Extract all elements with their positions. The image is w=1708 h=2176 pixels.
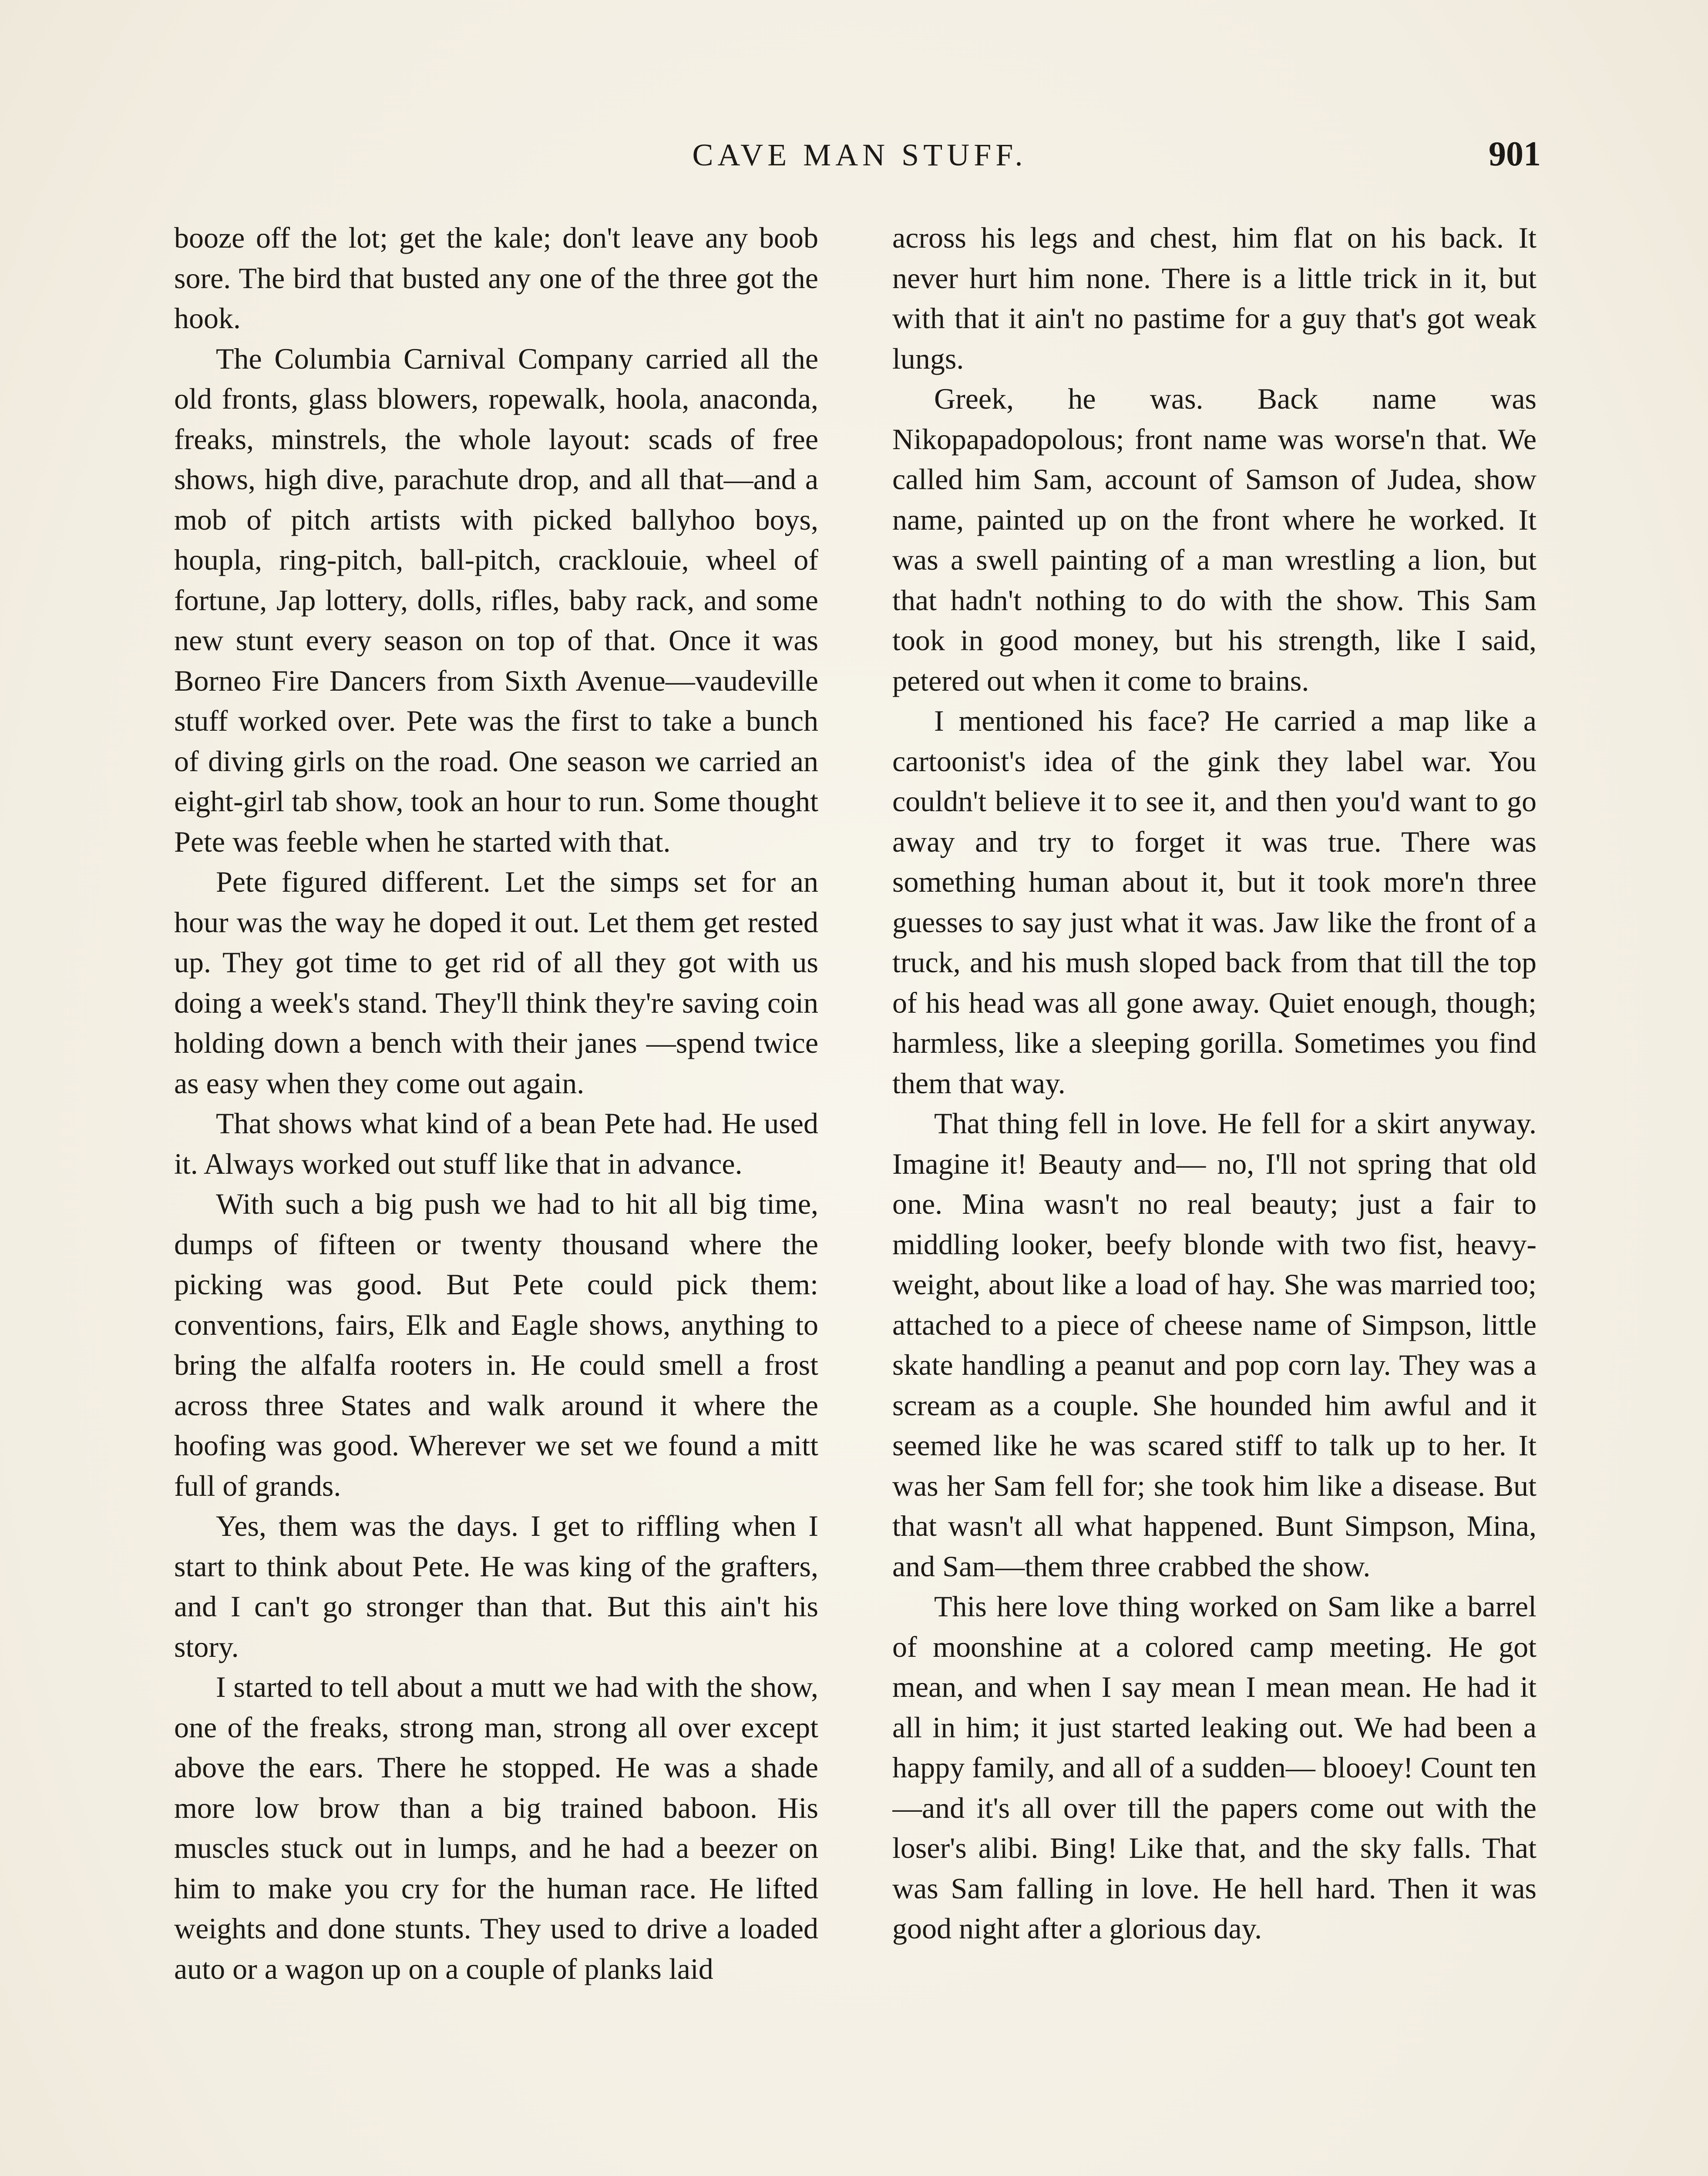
paragraph: The Columbia Carnival Company carried all the old fronts, glass blowers, ropewalk, hoola, anaconda, freaks, minstrels, the whole layout: scads of free shows, high dive, parachute drop, and all that—and a mob of pitch artists with picked ballyhoo boys, houpla, ring-pitch, ball-pitch, cracklouie, wheel of fortune, Jap lottery, dolls, rifles, baby rack, and some new stunt every season on top of that. Once it was Borneo Fire Dancers from Sixth Avenue—vaudeville stuff worked over. Pete was the first to take a bunch of diving girls on the road. One season we carried an eight-girl tab show, took an hour to run. Some thought Pete was feeble when he started with that. [174, 342, 818, 858]
right-column [892, 218, 1537, 2176]
paragraph: Greek, he was. Back name was Nikopapadopolous; front name was worse'n that. We called him Sam, account of Samson of Judea, show name, painted up on the front where he worked. It was a swell painting of a man wrestling a lion, but that hadn't nothing to do with the show. This Sam took in good money, but his strength, like I said, petered out when it come to brains. [892, 382, 1537, 697]
paragraph: That thing fell in love. He fell for a skirt anyway. Imagine it! Beauty and— no, I'll not spring that old one. Mina wasn't no real beauty; just a fair to middling looker, beefy blonde with two fist, heavy-weight, about like a load of hay. She was married too; attached to a piece of cheese name of Simpson, little skate handling a peanut and pop corn lay. They was a scream as a couple. She hounded him awful and it seemed like he was scared stiff to talk up to her. It was her Sam fell for; she took him like a disease. But that wasn't all what happened. Bunt Simpson, Mina, and Sam—them three crabbed the show. [892, 1107, 1537, 1583]
running-head [178, 131, 1541, 191]
paragraph: This here love thing worked on Sam like a barrel of moonshine at a colored camp meeting. He got mean, and when I say mean I mean mean. He had it all in him; it just started leaking out. We had been a happy family, and all of a sudden— blooey! Count ten—and it's all over till the papers come out with the loser's alibi. Bing! Like that, and the sky falls. That was Sam falling in love. He hell hard. Then it was good night after a glorious day. [892, 1590, 1537, 1945]
paragraph: I started to tell about a mutt we had with the show, one of the freaks, strong man, strong all over except above the ears. There he stopped. He was a shade more low brow than a big trained baboon. His muscles stuck out in lumps, and he had a beezer on him to make you cry for the human race. He lifted weights and done stunts. They used to drive a loaded auto or a wagon up on a couple of planks laid [174, 1670, 818, 1985]
paragraph: With such a big push we had to hit all big time, dumps of fifteen or twenty thousand where the picking was good. But Pete could pick them: conventions, fairs, Elk and Eagle shows, anything to bring the alfalfa rooters in. He could smell a frost across three States and walk around it where the hoofing was good. Wherever we set we found a mitt full of grands. [174, 1187, 818, 1502]
left-column [174, 218, 818, 2176]
text-columns [174, 218, 1537, 2176]
page-number: 901 [1489, 135, 1541, 173]
running-title: CAVE MAN STUFF. [692, 138, 1027, 172]
paragraph: Yes, them was the days. I get to riffling when I start to think about Pete. He was king of the grafters, and I can't go stronger than that. But this ain't his story. [174, 1509, 818, 1663]
paragraph: Pete figured different. Let the simps set for an hour was the way he doped it out. Let them get rested up. They got time to get rid of all they got with us doing a week's stand. They'll think they're saving coin holding down a bench with their janes —spend twice as easy when they come out again. [174, 865, 818, 1100]
paragraph: booze off the lot; get the kale; don't leave any boob sore. The bird that busted any one of the three got the hook. [174, 221, 818, 335]
paragraph: across his legs and chest, him flat on his back. It never hurt him none. There is a little trick in it, but with that it ain't no pastime for a guy that's got weak lungs. [892, 221, 1537, 375]
paragraph: That shows what kind of a bean Pete had. He used it. Always worked out stuff like that in advance. [174, 1107, 818, 1180]
paragraph: I mentioned his face? He carried a map like a cartoonist's idea of the gink they label war. You couldn't believe it to see it, and then you'd want to go away and try to forget it was true. There was something human about it, but it took more'n three guesses to say just what it was. Jaw like the front of a truck, and his mush sloped back from that till the top of his head was all gone away. Quiet enough, though; harmless, like a sleeping gorilla. Sometimes you find them that way. [892, 704, 1537, 1100]
